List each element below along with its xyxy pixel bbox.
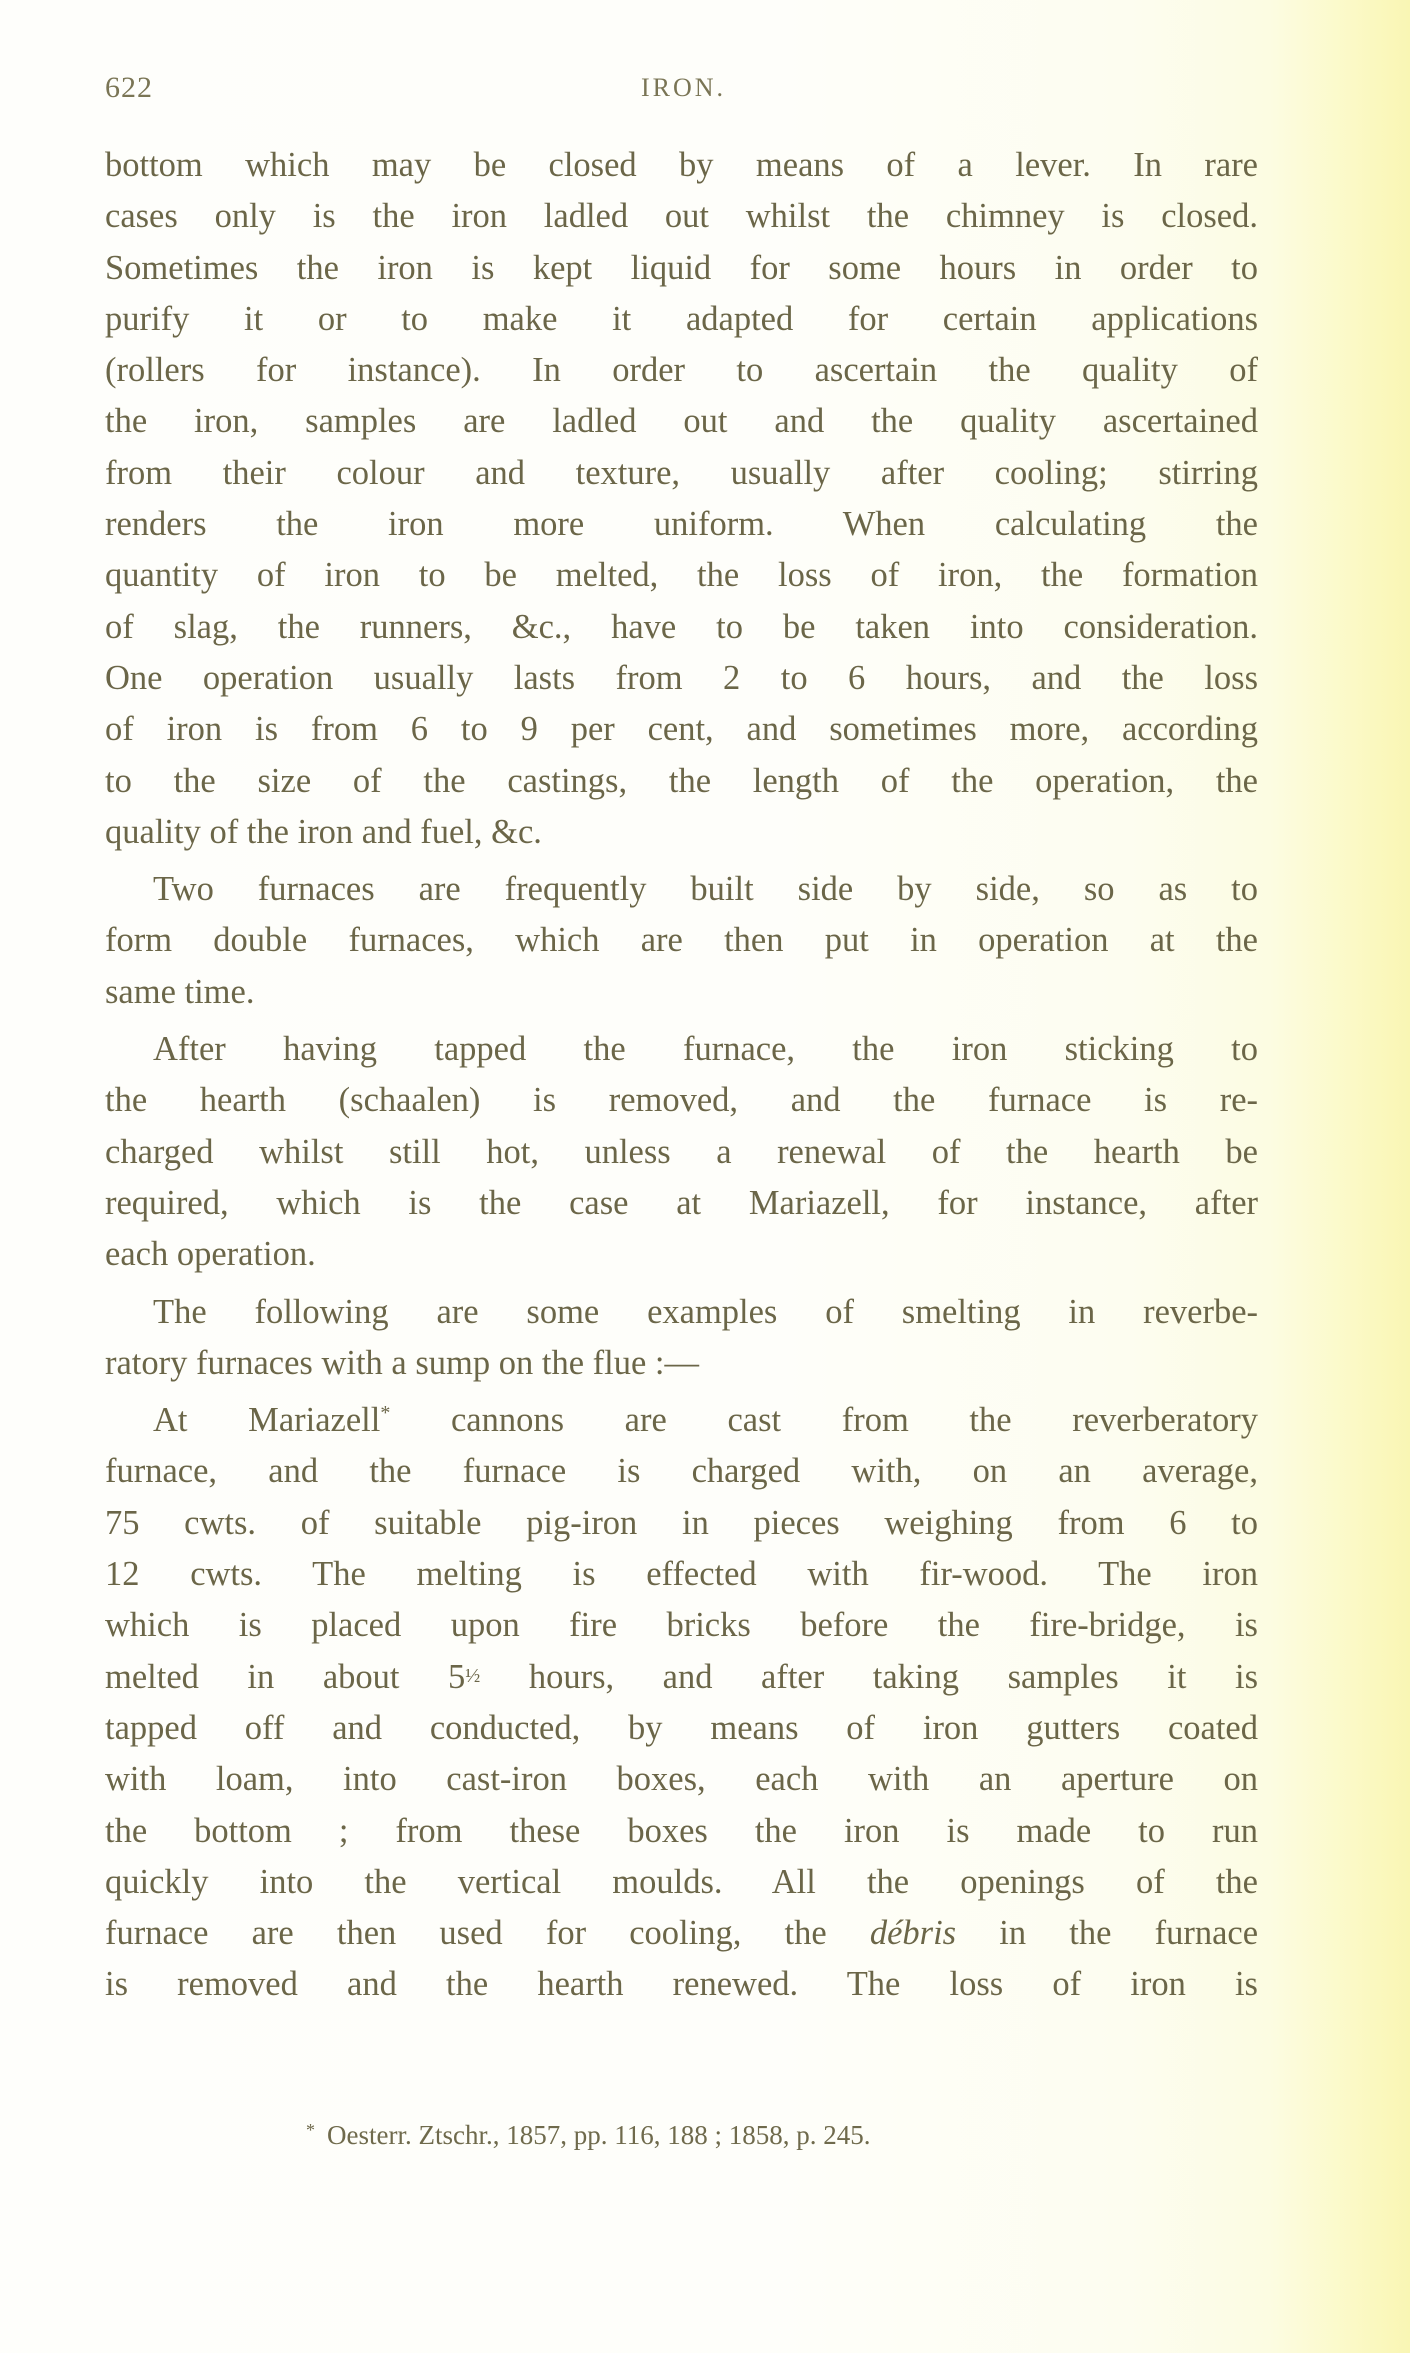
- text-line: One operation usually lasts from 2 to 6 hours, and the loss: [105, 658, 1258, 697]
- text-line: the iron, samples are ladled out and the quality ascertained: [105, 402, 1258, 441]
- fraction-half: ½: [465, 1664, 481, 1687]
- text-line: quantity of iron to be melted, the loss of iron, the formation: [105, 556, 1258, 595]
- text-line: quality of the iron and fuel, &c.: [105, 812, 542, 851]
- footnote-text: Oesterr. Ztschr., 1857, pp. 116, 188 ; 1858, p. 245.: [327, 2120, 871, 2150]
- text-line: tapped off and conducted, by means of iron gutters coated: [105, 1708, 1258, 1747]
- italic-word: débris: [869, 1914, 957, 1953]
- text-line: purify it or to make it adapted for certain applications: [105, 299, 1258, 338]
- body-text: [105, 140, 1258, 2011]
- text-fragment: At Mariazell: [153, 1401, 381, 1440]
- text-line: to the size of the castings, the length of the operation, the: [105, 761, 1258, 800]
- text-line: of iron is from 6 to 9 per cent, and sometimes more, according: [105, 710, 1258, 749]
- text-fragment: in the furnace: [999, 1914, 1258, 1953]
- text-line: which is placed upon fire bricks before the fire-bridge, is: [105, 1606, 1258, 1645]
- text-line: renders the iron more uniform. When calculating the: [105, 505, 1258, 544]
- text-fragment: furnace are then used for cooling, the: [105, 1914, 827, 1953]
- text-fragment: hours, and after taking samples it is: [528, 1657, 1258, 1696]
- text-line: [105, 1395, 1258, 1446]
- footnote-marker: *: [306, 2120, 315, 2140]
- footnote: [306, 2112, 870, 2153]
- text-line: quickly into the vertical moulds. All the openings of the: [105, 1862, 1258, 1901]
- text-line: of slag, the runners, &c., have to be taken into consideration.: [105, 607, 1258, 646]
- text-line: the hearth (schaalen) is removed, and the furnace is re-: [105, 1081, 1258, 1120]
- text-line: each operation.: [105, 1235, 316, 1274]
- text-line: the bottom ; from these boxes the iron is made to run: [105, 1811, 1258, 1850]
- text-line: [105, 1652, 1258, 1703]
- text-line: ratory furnaces with a sump on the flue :—: [105, 1343, 699, 1382]
- text-line: is removed and the hearth renewed. The loss of iron is: [105, 1965, 1258, 2004]
- text-fragment: melted in about 5: [105, 1657, 466, 1696]
- text-line: (rollers for instance). In order to ascertain the quality of: [105, 351, 1258, 390]
- running-title: IRON.: [641, 73, 727, 102]
- text-line: 12 cwts. The melting is effected with fir-wood. The iron: [105, 1555, 1258, 1594]
- text-line: charged whilst still hot, unless a renewal of the hearth be: [105, 1132, 1258, 1171]
- text-fragment: cannons are cast from the reverberatory: [450, 1401, 1258, 1440]
- text-line: cases only is the iron ladled out whilst the chimney is closed.: [105, 197, 1258, 236]
- text-line: After having tapped the furnace, the iron sticking to: [153, 1030, 1258, 1069]
- text-line: Two furnaces are frequently built side by side, so as to: [153, 870, 1258, 909]
- text-line: furnace, and the furnace is charged with, on an average,: [105, 1452, 1258, 1491]
- text-line: required, which is the case at Mariazell, for instance, after: [105, 1183, 1258, 1222]
- text-line: Sometimes the iron is kept liquid for some hours in order to: [105, 248, 1258, 287]
- text-line: The following are some examples of smelting in reverbe-: [153, 1292, 1258, 1331]
- text-line: same time.: [105, 972, 255, 1011]
- text-line: form double furnaces, which are then put in operation at the: [105, 921, 1258, 960]
- text-line: bottom which may be closed by means of a lever. In rare: [105, 146, 1258, 184]
- text-line: [105, 1908, 1258, 1959]
- text-line: from their colour and texture, usually after cooling; stirring: [105, 453, 1258, 492]
- text-line: with loam, into cast-iron boxes, each with an aperture on: [105, 1760, 1258, 1799]
- running-head: [105, 68, 1258, 108]
- footnote-reference[interactable]: *: [380, 1402, 391, 1425]
- text-line: 75 cwts. of suitable pig-iron in pieces weighing from 6 to: [105, 1503, 1258, 1542]
- page-number: 622: [105, 71, 153, 104]
